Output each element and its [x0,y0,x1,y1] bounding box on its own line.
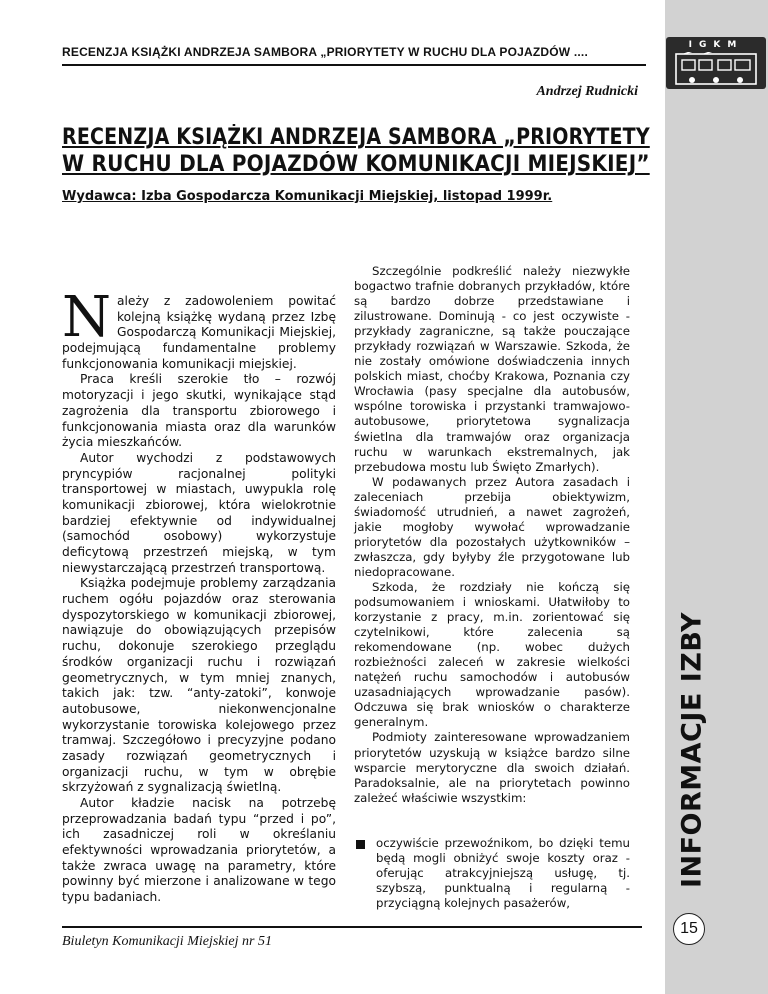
section-label-wrap [672,600,712,900]
paragraph [62,285,336,372]
publication-name: Biuletyn Komunikacji Miejskiej nr 51 [62,934,272,949]
igkm-logo [666,37,766,89]
title-line-2: W RUCHU DLA POJAZDÓW KOMUNIKACJI MIEJSKIEJ” [62,152,650,177]
article-title [62,124,652,178]
paragraph: Autor kładzie nacisk na potrzebę przeprowadzania badań typu “przed i po”, ich zasadniczej roli w określaniu efektywności wprowadzania priorytetów, a także zwraca uwagę na parametry, które powinny być mierzone i analizowane w tego typu badaniach. [62,796,336,905]
paragraph: Książka podejmuje problemy zarządzania ruchem ogółu pojazdów oraz sterowania dyspozytorskiego w komunikacji zbiorowej, nawiązuje do obowiązujących przepisów ruchu, dokonuje szerokiego przeglądu środków organizacji ruchu i rozwiązań geometrycznych, w tym mniej znanych, takich jak: tzw. “anty-zatoki”, konwoje autobusowe, niekonwencjonalne wykorzystanie torowiska kolejowego przez tramwaj. Szczegółowo i precyzyjne podano zasady rozwiązań geometrycznych i organizacji ruchu, w tym w obrębie skrzyżowań z sygnalizacją świetlną. [62,576,336,795]
drop-cap: N [62,285,111,350]
paragraph: Praca kreśli szerokie tło – rozwój motoryzacji i jego skutki, wynikające stąd zagrożenia dla transportu zbiorowego i funkcjonowania miasta oraz dla warunków życia mieszkańców. [62,372,336,450]
author-name: Andrzej Rudnicki [536,84,638,99]
paragraph: Szczególnie podkreślić należy niezwykłe bogactwo trafnie dobranych przykładów, które są bardzo dobrze przedstawiane i zilustrowane. Dominują - co jest oczywiste - przykłady zagraniczne, są także pouczające przykłady rozwiązań w Warszawie. Szkoda, że nie zostały omówione doświadczenia innych polskich miast, choćby Krakowa, Poznania czy Wrocławia (pasy specjalne dla autobusów, wspólne torowiska i przystanki tramwajowo-autobusowe, priorytetowa sygnalizacja świetlna dla tramwajów oraz organizacja ruchu w warunkach ekstremalnych, jak przebudowa mostu lub Święto Zmarłych). [354,264,630,474]
square-bullet-icon [356,840,365,849]
paragraph: Autor wychodzi z podstawowych pryncypiów racjonalnej polityki transportowej w miastach, uwypukla rolę komunikacji zbiorowej, która wielokrotnie bardziej efektywnie od indywidualnej (samochód osobowy) wykorzystuje deficytową przestrzeń miejską, w tym niewystarczającą przestrzeń transportową. [62,450,336,575]
list-item-text: oczywiście przewoźnikom, bo dzięki temu będą mogli obniżyć swoje koszty oraz -oferując atrakcyjniejszą usługę, tj. szybszą, punktualną i regularną - przyciągną kolejnych pasażerów, [376,835,630,910]
section-label: INFORMACJE IZBY [676,611,708,889]
paragraph: W podawanych przez Autora zasadach i zaleceniach przebija obiektywizm, świadomość utrudnień, a nawet zagrożeń, jakie mogłoby wywołać wprowadzanie priorytetów dla pozostałych użytkowników – zwłaszcza, gdy byłyby źle przygotowane lub niedopracowane. [354,474,630,579]
tram-bus-icon [674,52,758,86]
footer-divider [62,926,642,928]
list-item [354,836,630,911]
paragraph: Podmioty zainteresowane wprowadzaniem priorytetów uzyskują w książce bardzo silne wsparcie merytoryczne dla swoich działań. Paradoksalnie, ale na priorytetach powinno zależeć właściwie wszystkim: [354,730,630,805]
right-column [354,264,630,911]
logo-text: IGKM [688,40,744,50]
paragraph: Szkoda, że rozdziały nie kończą się podsumowaniem i wnioskami. Ułatwiłoby to korzystanie z pracy, m.in. zorientować się czytelnikowi, które zalecenia są rekomendowane (np. wobec dużych rozbieżności zaleceń w zakresie wielkości natężeń ruchu samochodów i autobusów uzasadniających wprowadzanie pasów). Odczuwa się brak wniosków o charakterze generalnym. [354,579,630,730]
paragraph-text: ależy z zadowoleniem powitać kolejną książkę wydaną przez Izbę Gospodarczą Komunikacji Miejskiej, podejmującą fundamentalne problemy funkcjonowania komunikacji miejskiej. [62,294,336,371]
page-number: 15 [673,913,705,945]
running-header: RECENZJA KSIĄŻKI ANDRZEJA SAMBORA „PRIORYTETY W RUCHU DLA POJAZDÓW .... [62,45,588,59]
left-column [62,285,336,906]
header-divider [62,64,646,66]
publisher-line: Wydawca: Izba Gospodarcza Komunikacji Miejskiej, listopad 1999r. [62,189,553,204]
title-line-1: RECENZJA KSIĄŻKI ANDRZEJA SAMBORA „PRIORYTETY [62,125,650,150]
